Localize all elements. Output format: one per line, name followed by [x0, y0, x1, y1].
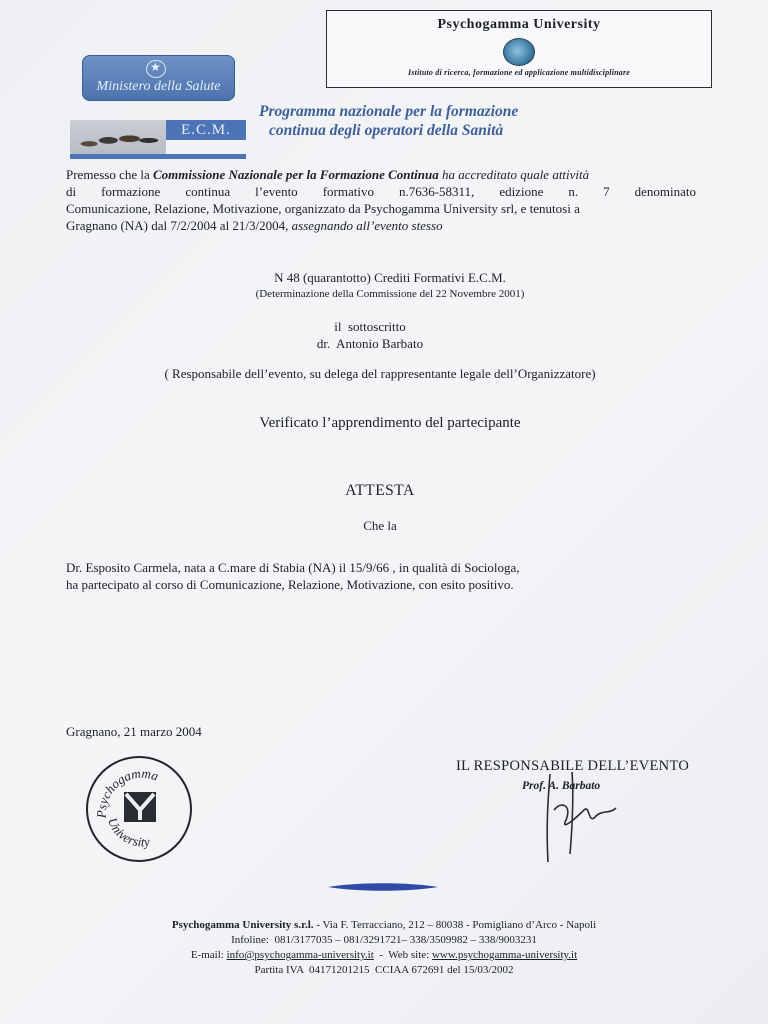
premesso-line-3: Comunicazione, Relazione, Motivazione, organizzato da Psychogamma University srl, e tenutosi a	[66, 201, 580, 216]
stamp-emblem-icon	[124, 792, 156, 822]
footer-address: - Via F. Terracciano, 212 – 80038 - Pomigliano d’Arco - Napoli	[313, 919, 597, 931]
star-emblem-icon	[146, 60, 166, 78]
crediti-block	[180, 270, 600, 302]
commissione-name: Commissione Nazionale per la Formazione Continua	[153, 167, 439, 182]
participant-paragraph	[66, 559, 626, 593]
premesso-line-4-b: assegnando all’evento stesso	[291, 218, 443, 233]
participant-line-1: Dr. Esposito Carmela, nata a C.mare di Stabia (NA) il 15/9/66 , in qualità di Sociologa,	[66, 560, 520, 575]
responsabile-note: ( Responsabile dell’evento, su delega del rappresentante legale dell’Organizzatore)	[164, 366, 596, 381]
premesso-line-2-word: n.7636-58311,	[398, 184, 475, 199]
footer-infoline: Infoline: 081/3177035 – 081/3291721– 338/3509982 – 338/9003231	[231, 934, 537, 946]
ministero-logo-text: Ministero della Salute	[96, 79, 221, 94]
university-header-box	[326, 10, 712, 88]
crediti-line-2: (Determinazione della Commissione del 22 Novembre 2001)	[255, 288, 525, 300]
premesso-line-2-word: formazione	[101, 184, 161, 199]
premesso-line-2-word: formativo	[322, 184, 374, 199]
premesso-line-2-word: di	[66, 184, 77, 199]
footer-company-line	[100, 918, 668, 933]
sottoscritto-line-1: il sottoscritto	[334, 319, 406, 334]
people-photo-icon	[70, 120, 166, 154]
footer-partita-iva: Partita IVA 04171201215 CCIAA 672691 del 15/03/2002	[254, 964, 514, 976]
footer-web-label: - Web site:	[373, 949, 432, 961]
premesso-line-4-a: Gragnano (NA) dal 7/2/2004 al 21/3/2004,	[66, 218, 292, 233]
participant-line-2: ha partecipato al corso di Comunicazione, Relazione, Motivazione, con esito positivo.	[66, 577, 514, 592]
premesso-line-2-word: edizione	[499, 184, 544, 199]
footer-contacts	[100, 948, 668, 963]
signature-title: IL RESPONSABILE DELL’EVENTO	[456, 758, 690, 774]
premesso-line-1-a: Premesso che la	[66, 167, 154, 182]
stamp-graphic	[88, 758, 194, 864]
premesso-line-2-word: 7	[603, 184, 610, 199]
signature-name: Prof. A. Barbato	[522, 780, 601, 792]
programma-heading	[259, 102, 589, 140]
ecm-label: E.C.M.	[166, 120, 246, 140]
footer-web-link[interactable]: www.psychogamma-university.it	[431, 949, 578, 961]
premesso-line-1	[66, 166, 696, 183]
verificato-text: Verificato l’apprendimento del partecipante	[259, 415, 521, 431]
premesso-line-2-word: denominato	[634, 184, 696, 199]
stamp-bottom-text: University	[104, 815, 151, 850]
premesso-line-1-c: ha accreditato quale attività	[438, 167, 590, 182]
place-date: Gragnano, 21 marzo 2004	[66, 724, 202, 739]
ecm-bar	[70, 154, 246, 159]
che-la-text: Che la	[363, 518, 397, 533]
attesta-heading: ATTESTA	[345, 482, 415, 499]
university-title: Psychogamma University	[437, 17, 601, 32]
footer-email-label: E-mail:	[190, 949, 227, 961]
sottoscritto-block	[250, 318, 490, 352]
premesso-line-2	[66, 183, 696, 200]
programma-line-1: Programma nazionale per la formazione	[259, 103, 519, 120]
premesso-line-2-word: continua	[185, 184, 231, 199]
premesso-line-2-word: n.	[568, 184, 579, 199]
handwritten-signature	[536, 770, 636, 866]
footer-company: Psychogamma University s.r.l.	[171, 919, 314, 931]
premesso-paragraph	[66, 166, 696, 234]
decorative-divider	[328, 882, 438, 892]
stamp-top-text: Psychogamma	[93, 765, 161, 819]
footer	[100, 918, 668, 978]
footer-email-link[interactable]: info@psychogamma-university.it	[226, 949, 374, 961]
ecm-logo	[70, 116, 246, 160]
premesso-line-4	[66, 217, 696, 234]
globe-logo-icon	[503, 38, 535, 66]
programma-line-2: continua degli operatori della Sanità	[269, 122, 504, 139]
ministero-logo	[82, 55, 235, 101]
university-stamp	[86, 756, 192, 862]
university-subtitle: Istituto di ricerca, formazione ed applicazione multidisciplinare	[407, 68, 631, 77]
crediti-line-1: N 48 (quarantotto) Crediti Formativi E.C.M.	[274, 270, 506, 285]
sottoscritto-line-2: dr. Antonio Barbato	[316, 336, 424, 351]
premesso-line-2-word: l’evento	[255, 184, 298, 199]
